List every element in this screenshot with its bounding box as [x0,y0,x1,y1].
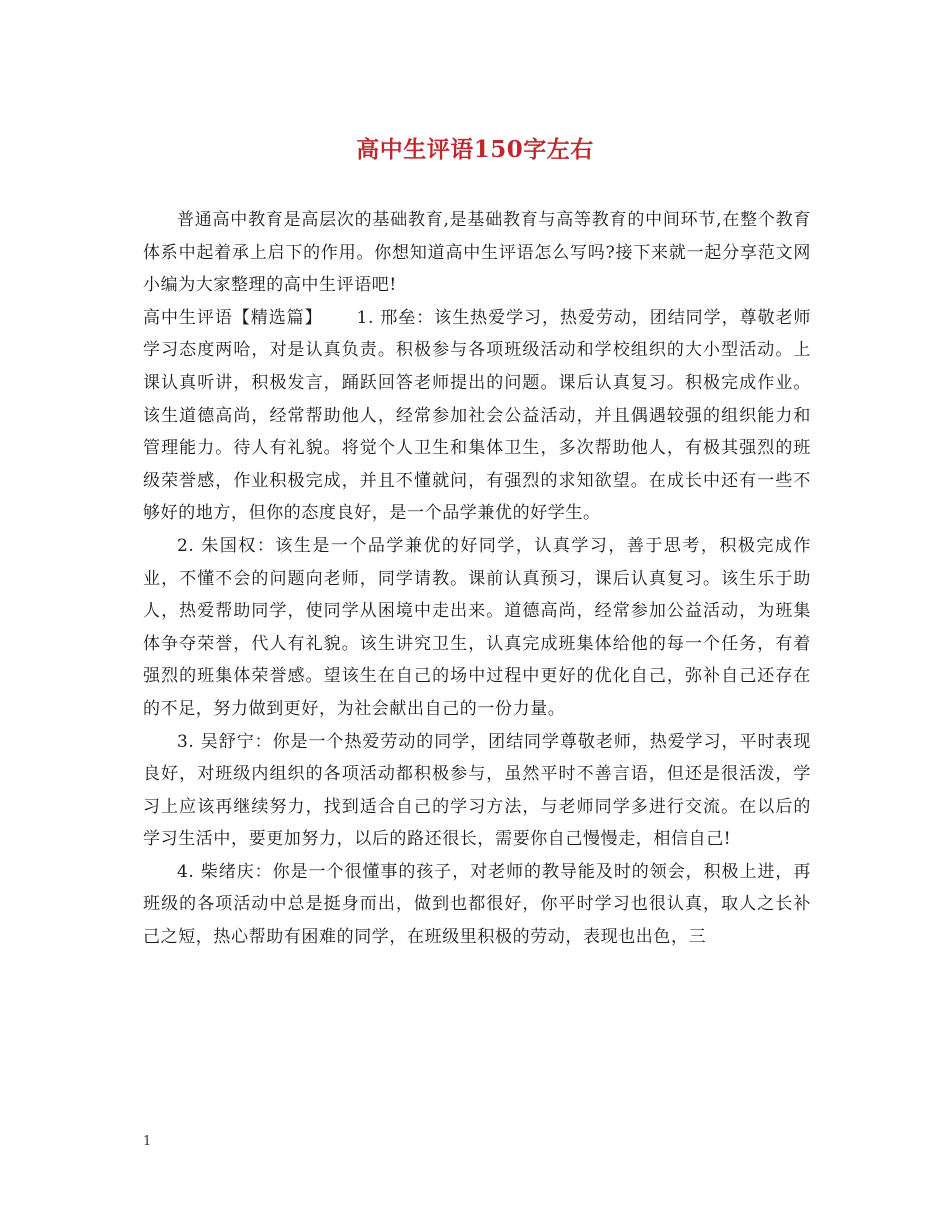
page-number: 1 [143,1134,152,1149]
section-paragraph-1 [143,302,811,530]
comment-item-4: 4. 柴绪庆：你是一个很懂事的孩子，对老师的教导能及时的领会，积极上进，再班级的各项活动中总是挺身而出，做到也都很好，你平时学习也很认真，取人之长补己之短，热心帮助有困难的同学，在班级里积极的劳动，表现也出色，三 [143,861,811,948]
comment-item-2: 2. 朱国权：该生是一个品学兼优的好同学，认真学习，善于思考，积极完成作业，不懂不会的问题向老师，同学请教。课前认真预习，课后认真复习。该生乐于助人，热爱帮助同学，使同学从困境中走出来。道德高尚，经常参加公益活动，为班集体争夺荣誉，代人有礼貌。该生讲究卫生，认真完成班集体给他的每一个任务，有着强烈的班集体荣誉感。望该生在自己的场中过程中更好的优化自己，弥补自己还存在的不足，努力做到更好，为社会献出自己的一份力量。 [143,535,811,719]
document-title: 高中生评语150字左右 [356,136,594,163]
intro-paragraph: 普通高中教育是高层次的基础教育,是基础教育与高等教育的中间环节,在整个教育体系中起着承上启下的作用。你想知道高中生评语怎么写吗?接下来就一起分享范文网小编为大家整理的高中生评语吧! [143,210,811,296]
document-body [143,204,811,954]
comment-item-3: 3. 吴舒宁：你是一个热爱劳动的同学，团结同学尊敬老师，热爱学习，平时表现良好，对班级内组织的各项活动都积极参与，虽然平时不善言语，但还是很活泼，学习上应该再继续努力，找到适合自己的学习方法，与老师同学多进行交流。在以后的学习生活中，要更加努力，以后的路还很长，需要你自己慢慢走，相信自己! [143,731,811,850]
section-heading: 高中生评语【精选篇】 [143,307,323,328]
comment-item-1: 1. 邢垒：该生热爱学习，热爱劳动，团结同学，尊敬老师学习态度两哈，对是认真负责。积极参与各项班级活动和学校组织的大小型活动。上课认真听讲，积极发言，踊跃回答老师提出的问题。课后认真复习。积极完成作业。该生道德高尚，经常帮助他人，经常参加社会公益活动，并且偶遇较强的组织能力和管理能力。待人有礼貌。将觉个人卫生和集体卫生，多次帮助他人，有极其强烈的班级荣誉感，作业积极完成，并且不懂就问，有强烈的求知欲望。在成长中还有一些不够好的地方，但你的态度良好，是一个品学兼优的好学生。 [143,307,812,524]
